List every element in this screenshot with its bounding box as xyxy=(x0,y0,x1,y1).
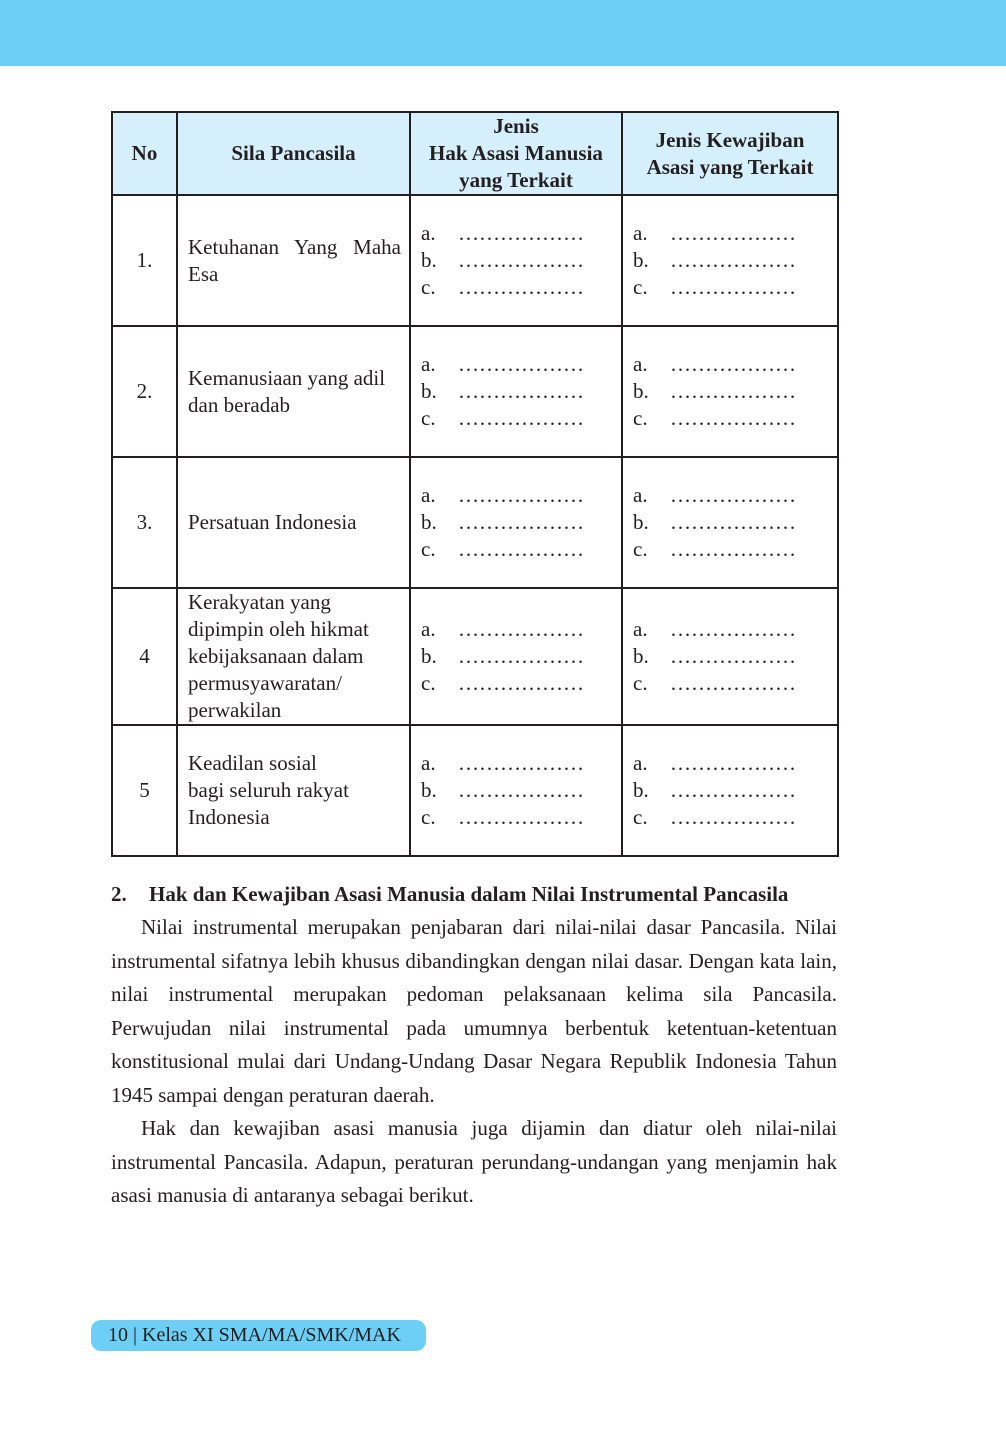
sila-line: perwakilan xyxy=(188,698,282,722)
sila-line: Ketuhanan Yang Maha xyxy=(188,234,401,259)
option-label: c. xyxy=(421,275,436,299)
section-title: Hak dan Kewajiban Asasi Manusia dalam Nilai Instrumental Pancasila xyxy=(149,882,789,906)
answer-blank: ……………… xyxy=(458,510,584,534)
kewajiban-option-line xyxy=(633,274,836,301)
option-label: b. xyxy=(633,510,649,534)
table-header-row xyxy=(112,112,838,195)
hak-option-line xyxy=(421,482,620,509)
sila-line: bagi seluruh rakyat xyxy=(188,778,349,802)
option-label: b. xyxy=(633,644,649,668)
answer-blank: ……………… xyxy=(458,379,584,403)
hak-option-line xyxy=(421,405,620,432)
hak-option-line xyxy=(421,777,620,804)
hak-option-line xyxy=(421,247,620,274)
option-label: c. xyxy=(633,537,648,561)
option-label: b. xyxy=(633,778,649,802)
answer-blank: ……………… xyxy=(670,805,796,829)
row-number: 3. xyxy=(112,457,177,588)
answer-blank: ……………… xyxy=(458,275,584,299)
footer-label: Kelas XI SMA/MA/SMK/MAK xyxy=(142,1324,401,1346)
kewajiban-option-line xyxy=(633,536,836,563)
sila-line: Kerakyatan yang xyxy=(188,590,331,614)
option-label: c. xyxy=(421,805,436,829)
kewajiban-options-cell xyxy=(622,195,838,326)
hak-options-cell xyxy=(410,195,622,326)
sila-line: dipimpin oleh hikmat xyxy=(188,617,369,641)
hak-options-cell xyxy=(410,326,622,457)
hak-option-line xyxy=(421,616,620,643)
sila-line: Esa xyxy=(188,261,219,286)
hak-option-line xyxy=(421,220,620,247)
option-label: a. xyxy=(633,617,648,641)
sila-line: Keadilan sosial xyxy=(188,751,317,775)
header-hak-line: Hak Asasi Manusia xyxy=(429,141,603,165)
sila-cell xyxy=(177,326,410,457)
answer-blank: ……………… xyxy=(670,537,796,561)
sila-line: Persatuan Indonesia xyxy=(188,510,357,534)
kewajiban-options-cell xyxy=(622,588,838,725)
answer-blank: ……………… xyxy=(458,778,584,802)
option-label: c. xyxy=(633,805,648,829)
kewajiban-option-line xyxy=(633,750,836,777)
header-hak-line: yang Terkait xyxy=(459,168,573,192)
sila-cell xyxy=(177,725,410,856)
hak-option-line xyxy=(421,351,620,378)
kewajiban-option-line xyxy=(633,616,836,643)
hak-option-line xyxy=(421,274,620,301)
answer-blank: ……………… xyxy=(458,352,584,376)
option-label: b. xyxy=(421,778,437,802)
row-number: 2. xyxy=(112,326,177,457)
answer-blank: ……………… xyxy=(670,248,796,272)
kewajiban-option-line xyxy=(633,405,836,432)
header-sila: Sila Pancasila xyxy=(177,112,410,195)
hak-options-cell xyxy=(410,588,622,725)
kewajiban-option-line xyxy=(633,804,836,831)
answer-blank: ……………… xyxy=(458,248,584,272)
sila-line: Indonesia xyxy=(188,805,270,829)
answer-blank: ……………… xyxy=(670,617,796,641)
answer-blank: ……………… xyxy=(670,379,796,403)
sila-line: kebijaksanaan dalam xyxy=(188,644,364,668)
footer-separator: | xyxy=(133,1324,138,1346)
row-number: 4 xyxy=(112,588,177,725)
option-label: b. xyxy=(421,644,437,668)
paragraph: Hak dan kewajiban asasi manusia juga dijamin dan diatur oleh nilai-nilai instrumental Pancasila. Adapun, peraturan perundang-undangan yang menjamin hak asasi manusia di antaranya sebagai berikut. xyxy=(111,1116,837,1207)
option-label: b. xyxy=(421,248,437,272)
option-label: c. xyxy=(633,275,648,299)
section-number: 2. xyxy=(111,882,127,906)
option-label: b. xyxy=(421,510,437,534)
kewajiban-options-cell xyxy=(622,725,838,856)
sila-line: dan beradab xyxy=(188,392,291,417)
option-label: a. xyxy=(421,751,436,775)
hak-options-cell xyxy=(410,725,622,856)
table-row xyxy=(112,588,838,725)
sila-line: Kemanusiaan yang adil xyxy=(188,365,386,390)
kewajiban-option-line xyxy=(633,670,836,697)
table-row xyxy=(112,457,838,588)
top-header-band xyxy=(0,0,1006,66)
option-label: a. xyxy=(421,483,436,507)
option-label: a. xyxy=(421,352,436,376)
sila-cell xyxy=(177,457,410,588)
table-row xyxy=(112,725,838,856)
kewajiban-option-line xyxy=(633,378,836,405)
kewajiban-option-line xyxy=(633,777,836,804)
header-kewajiban xyxy=(622,112,838,195)
hak-option-line xyxy=(421,536,620,563)
kewajiban-option-line xyxy=(633,247,836,274)
answer-blank: ……………… xyxy=(670,671,796,695)
paragraph: Nilai instrumental merupakan penjabaran dari nilai-nilai dasar Pancasila. Nilai instrumental sifatnya lebih khusus dibandingkan dengan nilai dasar. Dengan kata lain, nilai instrumental merupakan pedoman pelaksanaan kelima sila Pancasila. Perwujudan nilai instrumental pada umumnya berbentuk ketentuan-ketentuan konstitusional mulai dari Undang-Undang Dasar Negara Republik Indonesia Tahun 1945 sampai dengan peraturan daerah. xyxy=(111,915,837,1107)
hak-option-line xyxy=(421,509,620,536)
table-row xyxy=(112,195,838,326)
answer-blank: ……………… xyxy=(458,671,584,695)
worksheet-table xyxy=(111,111,839,857)
option-label: a. xyxy=(421,221,436,245)
page-footer xyxy=(91,1320,426,1351)
sila-cell xyxy=(177,195,410,326)
hak-options-cell xyxy=(410,457,622,588)
hak-option-line xyxy=(421,643,620,670)
answer-blank: ……………… xyxy=(670,778,796,802)
kewajiban-option-line xyxy=(633,220,836,247)
answer-blank: ……………… xyxy=(458,537,584,561)
option-label: a. xyxy=(633,221,648,245)
kewajiban-option-line xyxy=(633,509,836,536)
option-label: a. xyxy=(421,617,436,641)
section-heading xyxy=(111,879,837,909)
header-hak xyxy=(410,112,622,195)
option-label: a. xyxy=(633,483,648,507)
header-kewajiban-line: Jenis Kewajiban xyxy=(655,127,805,152)
kewajiban-option-line xyxy=(633,643,836,670)
option-label: a. xyxy=(633,352,648,376)
hak-option-line xyxy=(421,804,620,831)
option-label: b. xyxy=(633,248,649,272)
answer-blank: ……………… xyxy=(670,275,796,299)
table-row xyxy=(112,326,838,457)
answer-blank: ……………… xyxy=(458,221,584,245)
answer-blank: ……………… xyxy=(458,406,584,430)
hak-option-line xyxy=(421,378,620,405)
option-label: c. xyxy=(421,537,436,561)
hak-option-line xyxy=(421,750,620,777)
option-label: b. xyxy=(633,379,649,403)
answer-blank: ……………… xyxy=(670,483,796,507)
answer-blank: ……………… xyxy=(670,644,796,668)
hak-option-line xyxy=(421,670,620,697)
kewajiban-options-cell xyxy=(622,326,838,457)
option-label: b. xyxy=(421,379,437,403)
kewajiban-option-line xyxy=(633,351,836,378)
sila-cell xyxy=(177,588,410,725)
option-label: c. xyxy=(633,406,648,430)
header-kewajiban-line: Asasi yang Terkait xyxy=(646,154,814,179)
answer-blank: ……………… xyxy=(670,510,796,534)
answer-blank: ……………… xyxy=(458,751,584,775)
answer-blank: ……………… xyxy=(670,221,796,245)
row-number: 1. xyxy=(112,195,177,326)
page-number: 10 xyxy=(108,1324,128,1346)
row-number: 5 xyxy=(112,725,177,856)
header-hak-line: Jenis xyxy=(493,114,539,138)
answer-blank: ……………… xyxy=(670,406,796,430)
answer-blank: ……………… xyxy=(458,644,584,668)
option-label: a. xyxy=(633,751,648,775)
answer-blank: ……………… xyxy=(458,805,584,829)
header-no: No xyxy=(112,112,177,195)
sila-line: permusyawaratan/ xyxy=(188,671,342,695)
kewajiban-options-cell xyxy=(622,457,838,588)
option-label: c. xyxy=(633,671,648,695)
answer-blank: ……………… xyxy=(458,483,584,507)
answer-blank: ……………… xyxy=(670,751,796,775)
option-label: c. xyxy=(421,671,436,695)
option-label: c. xyxy=(421,406,436,430)
answer-blank: ……………… xyxy=(670,352,796,376)
kewajiban-option-line xyxy=(633,482,836,509)
answer-blank: ……………… xyxy=(458,617,584,641)
